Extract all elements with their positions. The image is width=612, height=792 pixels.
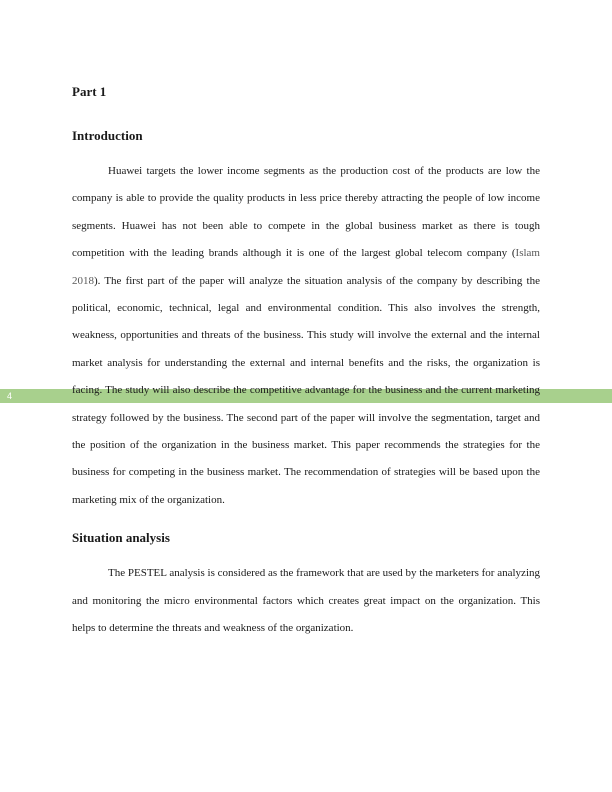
- introduction-heading: Introduction: [72, 128, 143, 143]
- situation-analysis-heading: Situation analysis: [72, 530, 170, 546]
- situation-analysis-paragraph: The PESTEL analysis is considered as the framework that are used by the marketers for analyzing and monitoring the micro environmental factors which creates great impact on the organization. This helps to determine the threats and weakness of the organization.: [72, 567, 540, 635]
- introduction-text-start: Huawei targets the lower income segments as the production cost of the products are low the company is able to provide the quality products in less price thereby attracting the people of low income segments. Huawei has not been able to compete in the global business market as there is tough competition with the leading brands although it is one of the largest global telecom company (: [72, 165, 540, 260]
- document-body: [72, 80, 540, 643]
- citation-link[interactable]: Islam 2018: [72, 247, 540, 287]
- introduction-paragraph: [72, 158, 540, 514]
- part-title: Part 1: [72, 84, 107, 99]
- introduction-text-end: ). The first part of the paper will analyze the situation analysis of the company by describing the political, economic, technical, legal and environmental condition. This also involves the strength, weakness, opportunities and threats of the business. This study will involve the external and the internal market analysis for understanding the external and internal benefits and the risks, the organization is facing. The study will also describe the competitive advantage for the business and the current marketing strategy followed by the business. The second part of the paper will involve the segmentation, target and the position of the organization in the business market. This paper recommends the strategies for the business for competing in the business market. The recommendation of strategies will be based upon the marketing mix of the organization.: [72, 274, 540, 506]
- page-number: 4: [7, 391, 13, 401]
